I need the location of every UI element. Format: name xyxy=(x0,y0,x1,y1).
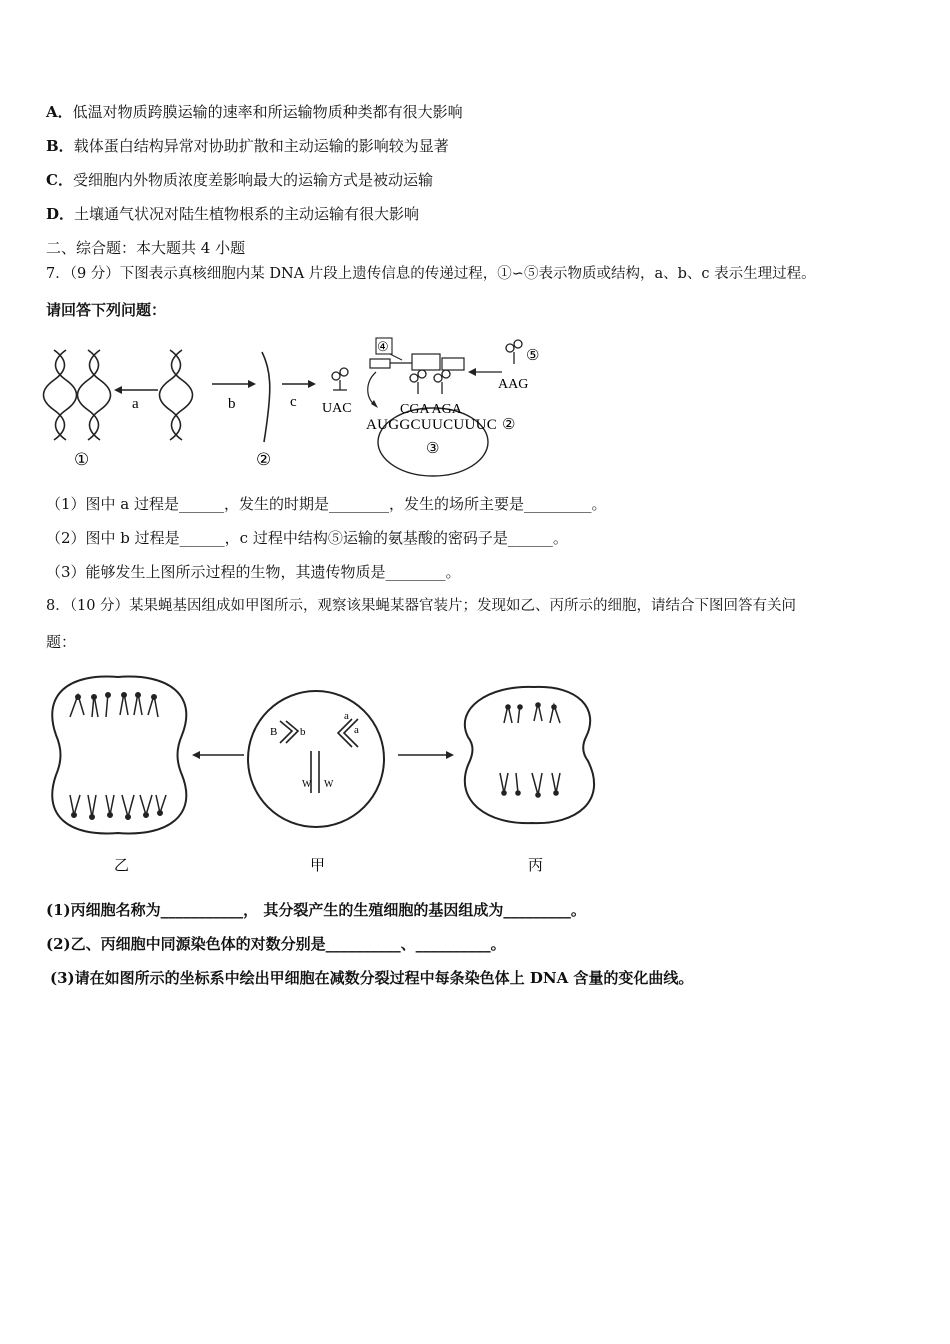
label-c: c xyxy=(290,394,297,410)
gene-a1: a xyxy=(344,710,349,722)
option-letter: D． xyxy=(46,205,75,223)
label-4: ④ xyxy=(377,339,389,354)
label-3: ③ xyxy=(426,441,440,457)
mrna-sequence: AUGGCUUCUUUC xyxy=(366,417,498,433)
trna-icon xyxy=(332,368,348,390)
chromosomes-jia xyxy=(280,719,358,793)
option-c xyxy=(46,170,433,190)
q8-stem2: 题： xyxy=(46,633,77,651)
chromosomes-yi xyxy=(70,693,166,817)
dna-helix-mid xyxy=(160,350,193,440)
q7-figure xyxy=(40,332,560,477)
label-2: ② xyxy=(256,450,272,469)
chromosomes-bing xyxy=(500,703,560,795)
dna-helix-left xyxy=(44,350,111,440)
option-b xyxy=(46,136,449,156)
option-letter: C． xyxy=(46,171,73,189)
mrna-strand xyxy=(262,352,270,442)
option-letter: B． xyxy=(46,137,74,155)
option-a xyxy=(46,102,463,122)
q8-figure xyxy=(48,665,608,885)
q7-stem: 7．（9 分）下图表示真核细胞内某 DNA 片段上遗传信息的传递过程，①∽⑤表示物质或结构，a、b、c 表示生理过程。 xyxy=(46,266,816,282)
gene-b: b xyxy=(300,726,306,738)
caption-bing: 丙 xyxy=(528,858,544,874)
q7-stem2: 请回答下列问题： xyxy=(46,301,167,319)
anticodon-mid: CGA AGA xyxy=(400,402,462,417)
option-d xyxy=(46,204,419,224)
q8-stem: 8．（10 分）某果蝇基因组成如甲图所示，观察该果蝇某器官装片；发现如乙、丙所示的细胞，请结合下图回答有关问 xyxy=(46,598,797,614)
caption-jia: 甲 xyxy=(310,858,326,874)
section-heading: 二、综合题：本大题共 4 小题 xyxy=(46,239,246,257)
anticodon-uac: UAC xyxy=(322,401,352,416)
label-5: ⑤ xyxy=(526,348,540,364)
q7-part-1: （1）图中 a 过程是______，发生的时期是________，发生的场所主要是_________。 xyxy=(46,495,607,513)
q8-part-1: (1)丙细胞名称为___________， 其分裂产生的生殖细胞的基因组成为_________。 xyxy=(46,901,586,919)
gene-w: W xyxy=(324,779,334,790)
anticodon-aag: AAG xyxy=(498,377,529,392)
gene-a2: a xyxy=(354,724,359,736)
q7-part-3: （3）能够发生上图所示过程的生物，其遗传物质是________。 xyxy=(46,563,461,581)
label-2b: ② xyxy=(502,417,516,433)
q7-part-2: （2）图中 b 过程是______，c 过程中结构⑤运输的氨基酸的密码子是______。 xyxy=(46,529,568,547)
option-text: 低温对物质跨膜运输的速率和所运输物质种类都有很大影响 xyxy=(72,103,463,121)
option-text: 载体蛋白结构异常对协助扩散和主动运输的影响较为显著 xyxy=(73,137,449,155)
label-b: b xyxy=(228,396,236,412)
option-text: 土壤通气状况对陆生植物根系的主动运输有很大影响 xyxy=(74,205,420,223)
option-letter: A． xyxy=(46,103,73,121)
option-text: 受细胞内外物质浓度差影响最大的运输方式是被动运输 xyxy=(72,171,433,189)
q8-part-3: (3)请在如图所示的坐标系中绘出甲细胞在减数分裂过程中每条染色体上 DNA 含量的变化曲线。 xyxy=(50,969,694,987)
label-1: ① xyxy=(74,450,90,469)
gene-B: B xyxy=(270,726,278,738)
q8-part-2: (2)乙、丙细胞中同源染色体的对数分别是__________、__________。 xyxy=(46,935,506,953)
label-a: a xyxy=(132,396,139,412)
caption-yi: 乙 xyxy=(114,858,130,874)
gene-W: W xyxy=(302,779,312,790)
cell-bing xyxy=(465,687,594,823)
cell-jia xyxy=(248,691,384,827)
